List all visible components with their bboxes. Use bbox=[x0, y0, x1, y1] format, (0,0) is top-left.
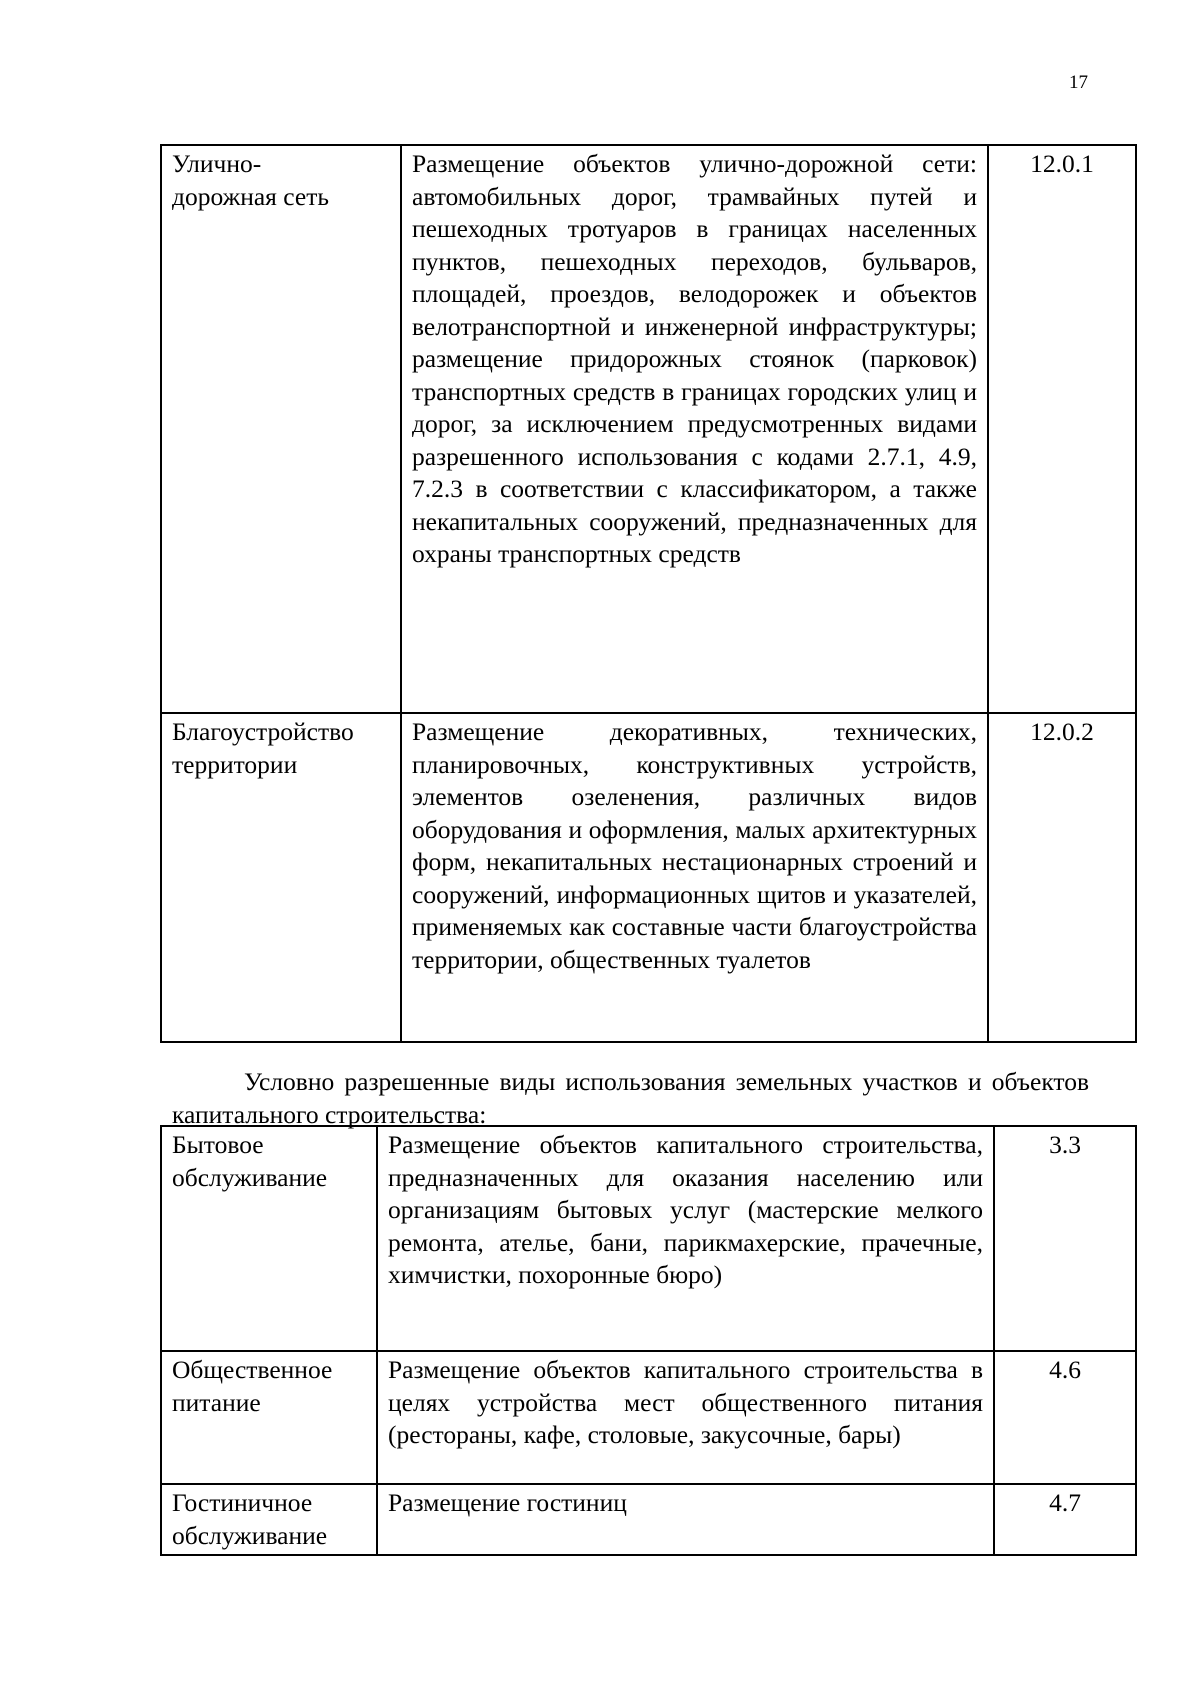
use-code: 3.3 bbox=[1049, 1130, 1081, 1159]
use-description-cell bbox=[401, 713, 988, 1042]
use-description: Размещение объектов улично-дорожной сети: автомобильных дорог, трамвайных путей и пешеходных тротуаров в границах населенных пунктов, пешеходных переходов, бульваров, площадей, проездов, велодорожек и объектов велотранспортной и инженерной инфраструктуры; размещение придорожных стоянок (парковок) транспортных средств в границах городских улиц и дорог, за исключением предусмотренных видами разрешенного использования с кодами 2.7.1, 4.9, 7.2.3 в соответствии с классификатором, а также некапитальных сооружений, предназначенных для охраны транспортных средств bbox=[412, 149, 977, 568]
use-code-cell bbox=[994, 1351, 1136, 1484]
use-name-cell bbox=[161, 1351, 377, 1484]
use-description: Размещение гостиниц bbox=[388, 1488, 627, 1517]
use-name: Благоустройство территории bbox=[172, 717, 354, 779]
use-code: 4.7 bbox=[1049, 1488, 1081, 1517]
use-description: Размещение декоративных, технических, планировочных, конструктивных устройств, элементов озеленения, различных видов оборудования и оформления, малых архитектурных форм, некапитальных нестационарных строений и сооружений, информационных щитов и указателей, применяемых как составные части благоустройства территории, общественных туалетов bbox=[412, 717, 977, 974]
use-description-cell bbox=[377, 1126, 994, 1351]
table-row bbox=[161, 713, 1136, 1042]
use-code-cell bbox=[994, 1484, 1136, 1555]
conditional-uses-table bbox=[160, 1125, 1137, 1556]
use-name: Общественное питание bbox=[172, 1355, 333, 1417]
use-description-cell bbox=[377, 1484, 994, 1555]
use-code-cell bbox=[988, 145, 1136, 713]
permitted-uses-table bbox=[160, 144, 1137, 1043]
use-description-cell bbox=[401, 145, 988, 713]
use-code: 12.0.1 bbox=[1030, 149, 1094, 178]
use-name: Улично-дорожная сеть bbox=[172, 149, 329, 211]
page-number: 17 bbox=[1069, 72, 1088, 93]
use-description: Размещение объектов капитального строительства в целях устройства мест общественного питания (рестораны, кафе, столовые, закусочные, бары) bbox=[388, 1355, 983, 1449]
use-name-cell bbox=[161, 1484, 377, 1555]
use-name-cell bbox=[161, 1126, 377, 1351]
use-description-cell bbox=[377, 1351, 994, 1484]
conditional-uses-intro: Условно разрешенные виды использования земельных участков и объектов капитального строительства: bbox=[172, 1067, 1089, 1129]
table-row bbox=[161, 145, 1136, 713]
use-code-cell bbox=[994, 1126, 1136, 1351]
use-code-cell bbox=[988, 713, 1136, 1042]
use-description: Размещение объектов капитального строительства, предназначенных для оказания населению или организациям бытовых услуг (мастерские мелкого ремонта, ателье, бани, парикмахерские, прачечные, химчистки, похоронные бюро) bbox=[388, 1130, 983, 1289]
use-code: 4.6 bbox=[1049, 1355, 1081, 1384]
use-code: 12.0.2 bbox=[1030, 717, 1094, 746]
table-row bbox=[161, 1351, 1136, 1484]
use-name: Гостиничное обслуживание bbox=[172, 1488, 328, 1550]
use-name-cell bbox=[161, 145, 401, 713]
table-row bbox=[161, 1126, 1136, 1351]
table-row bbox=[161, 1484, 1136, 1555]
use-name: Бытовое обслуживание bbox=[172, 1130, 328, 1192]
use-name-cell bbox=[161, 713, 401, 1042]
